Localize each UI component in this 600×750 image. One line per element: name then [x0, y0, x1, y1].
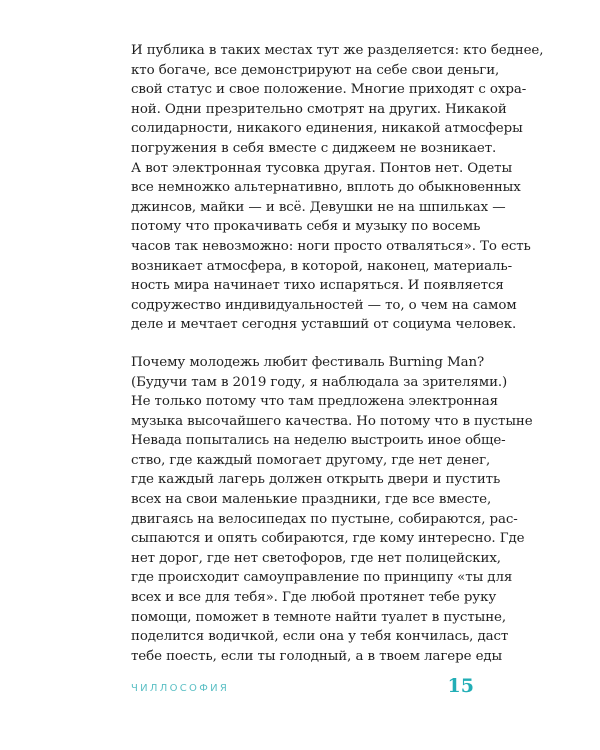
text-line: ность мира начинает тихо испаряться. И появляется — [131, 278, 504, 294]
text-line: солидарности, никакого единения, никакой атмосферы — [131, 121, 523, 137]
text-line: музыка высочайшего качества. Но потому что в пустыне — [131, 413, 533, 429]
text-line: всех и все для тебя». Где любой протянет тебе руку — [131, 590, 497, 606]
paragraph-gap — [131, 335, 475, 353]
paragraph-1 — [131, 41, 544, 335]
text-line: погружения в себя вместе с диджеем не возникает. — [131, 140, 497, 156]
text-line: где происходит самоуправление по принципу «ты для — [131, 570, 513, 586]
text-line: потому что прокачивать себя и музыку по восемь — [131, 219, 481, 235]
text-line: помощи, поможет в темноте найти туалет в пустыне, — [131, 609, 507, 625]
text-line: (Будучи там в 2019 году, я наблюдала за зрителями.) — [131, 374, 508, 390]
text-line: возникает атмосфера, в которой, наконец, материаль- — [131, 258, 513, 274]
text-line: джинсов, майки — и всё. Девушки не на шпильках — — [131, 199, 506, 215]
text-line: сыпаются и опять собираются, где кому интересно. Где — [131, 531, 525, 547]
text-line: поделится водичкой, если она у тебя кончилась, даст — [131, 629, 509, 645]
text-line: нет дорог, где нет светофоров, где нет полицейских, — [131, 550, 501, 566]
page-number: 15 — [447, 675, 474, 697]
paragraph-2 — [131, 353, 533, 667]
text-line: Почему молодежь любит фестиваль Burning Man? — [131, 354, 485, 370]
text-line: Невада попытались на неделю выстроить иное обще- — [131, 433, 506, 449]
text-line: где каждый лагерь должен открыть двери и пустить — [131, 472, 501, 488]
running-footer-title: ЧИЛЛОСОФИЯ — [131, 683, 230, 694]
text-line: ство, где каждый помогает другому, где нет денег, — [131, 452, 491, 468]
text-line: двигаясь на велосипедах по пустыне, собираются, рас- — [131, 511, 518, 527]
text-line: А вот электронная тусовка другая. Понтов нет. Одеты — [131, 160, 513, 176]
text-line: часов так невозможно: ноги просто отваляться». То есть — [131, 238, 531, 254]
body-text — [131, 41, 544, 666]
text-line: тебе поесть, если ты голодный, а в твоем лагере еды — [131, 648, 503, 664]
text-line: всех на свои маленькие праздники, где все вместе, — [131, 492, 492, 508]
text-line: деле и мечтает сегодня уставший от социума человек. — [131, 317, 517, 333]
text-line: И публика в таких местах тут же разделяется: кто беднее, — [131, 43, 544, 58]
text-line: все немножко альтернативно, вплоть до обыкновенных — [131, 180, 521, 196]
text-line: свой статус и свое положение. Многие приходят с охра- — [131, 82, 527, 98]
text-line: кто богаче, все демонстрируют на себе свои деньги, — [131, 62, 500, 78]
text-line: ной. Одни презрительно смотрят на других. Никакой — [131, 101, 507, 117]
text-line: содружество индивидуальностей — то, о чем на самом — [131, 297, 517, 313]
text-line: Не только потому что там предложена электронная — [131, 394, 499, 410]
